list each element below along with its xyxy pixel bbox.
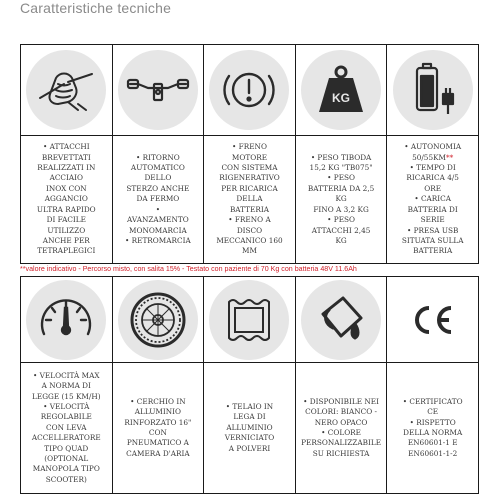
spec-table-top <box>20 44 479 264</box>
spec-line <box>204 153 295 163</box>
spec-line-text: INOX CON <box>46 183 87 193</box>
spec-table-bottom <box>20 276 479 494</box>
spec-line-text: 50/55KM <box>412 152 447 162</box>
spec-line-text: • FRENO A <box>228 215 271 225</box>
spec-line <box>113 184 204 194</box>
spec-text-autonomy <box>387 136 479 264</box>
spec-line <box>387 397 478 407</box>
spec-line-text: • PESO <box>327 173 355 183</box>
spec-line-text: AVANZAMENTO <box>127 215 189 225</box>
spec-line <box>204 184 295 194</box>
spec-line <box>21 153 112 163</box>
spec-line-text: MM <box>242 246 257 256</box>
spec-line <box>21 454 112 464</box>
spec-line-text: DI FACILE <box>46 215 86 225</box>
icon-cell <box>295 45 387 136</box>
spec-line-text: • PESO <box>327 215 355 225</box>
spec-line <box>296 407 387 417</box>
spec-line <box>387 215 478 225</box>
spec-line <box>204 173 295 183</box>
spec-line <box>387 194 478 204</box>
spec-line <box>387 418 478 428</box>
spec-line <box>296 205 387 215</box>
spec-line <box>296 236 387 246</box>
spec-line-text: BATTERIA <box>413 246 453 256</box>
spec-line <box>296 226 387 236</box>
spec-line <box>113 215 204 225</box>
spec-line <box>21 163 112 173</box>
spec-line-text: PERSONALIZZABILE <box>301 438 382 448</box>
spec-line <box>21 423 112 433</box>
ce-mark-icon <box>393 280 473 360</box>
spec-line <box>21 392 112 402</box>
spec-line-text: CON SISTEMA <box>221 163 278 173</box>
spec-line-text: • FRENO <box>232 142 267 152</box>
spec-line-text: CON <box>148 428 167 437</box>
hand-on-handlebar-icon <box>26 50 106 130</box>
spec-line-text: MANOPOLA TIPO <box>32 464 100 474</box>
spec-line <box>296 215 387 225</box>
svg-text:KG: KG <box>332 91 351 105</box>
spec-line-text: • VELOCITÀ MAX <box>33 370 100 380</box>
spec-line <box>387 407 478 417</box>
spec-line-text: MECCANICO 160 <box>216 235 283 245</box>
spec-line <box>387 163 478 173</box>
speedometer-icon <box>26 280 106 360</box>
spec-line-text: • VELOCITÀ <box>43 401 90 411</box>
spec-line <box>204 412 295 422</box>
spec-line-text: 15,2 KG "TB075" <box>309 163 373 173</box>
spec-line-text: BATTERIA <box>229 204 270 214</box>
spec-line-text: TIPO QUAD <box>44 443 89 453</box>
spec-line <box>387 142 478 152</box>
spec-line <box>387 173 478 183</box>
handlebar-icon <box>118 50 198 130</box>
spec-line-text: ACCIAIO <box>49 173 84 183</box>
spec-line-text: KG <box>335 235 347 245</box>
spec-line <box>21 205 112 215</box>
spec-line-text: • RITORNO <box>136 152 180 162</box>
spec-text-weight <box>295 136 387 264</box>
spec-line-text: RICARICA 4/5 <box>406 173 459 183</box>
battery-charger-icon <box>393 50 473 130</box>
spec-line-text: ALLUMINIO <box>134 407 182 417</box>
spec-line-text: • CERTIFICATO <box>402 396 463 406</box>
spec-line-text: • PESO TIBODA <box>310 152 372 162</box>
spec-line <box>113 226 204 236</box>
spec-line-text: LEGA DI <box>233 412 266 422</box>
spec-line <box>204 226 295 236</box>
spec-line-text: DA FERMO <box>136 194 180 204</box>
spec-line <box>21 194 112 204</box>
painted-frame-icon <box>209 280 289 360</box>
spec-line <box>296 163 387 173</box>
spec-line <box>113 205 204 215</box>
spec-line-text: • CARICA <box>414 194 452 204</box>
spec-line <box>204 194 295 204</box>
spec-line <box>21 236 112 246</box>
spec-line-text: COLORI: BIANCO - <box>305 407 377 417</box>
spec-line <box>387 246 478 256</box>
spec-text-wheel <box>112 363 204 494</box>
spec-line <box>21 215 112 225</box>
spec-line-text: • ATTACCHI <box>42 142 90 152</box>
spec-line <box>21 433 112 443</box>
spec-line-text: BATTERIA DA 2,5 <box>307 183 375 193</box>
spec-line-text: ANCHE PER <box>42 235 90 245</box>
icon-cell <box>21 277 113 363</box>
spec-line <box>204 142 295 152</box>
icon-cell <box>112 45 204 136</box>
spec-line-text: • AUTONOMIA <box>404 142 462 152</box>
spec-line-text: REGOLABILE <box>40 412 92 422</box>
spec-line-text: NERO OPACO <box>314 417 368 427</box>
spec-line <box>21 226 112 236</box>
spec-line <box>204 205 295 215</box>
spec-line-text: • <box>155 204 161 214</box>
spec-line <box>21 381 112 391</box>
wheel-rim-icon <box>118 280 198 360</box>
spec-line <box>21 142 112 152</box>
spec-line <box>21 464 112 474</box>
footnote-marker: ** <box>446 152 454 162</box>
spec-line-text: MONOMARCIA <box>128 225 187 235</box>
spec-line <box>113 397 204 407</box>
spec-line-text: A NORMA DI <box>41 381 91 391</box>
spec-line <box>113 418 204 428</box>
spec-line <box>296 153 387 163</box>
icon-cell <box>21 45 113 136</box>
spec-line-text: RINFORZATO 16" <box>124 417 192 427</box>
spec-line <box>387 205 478 215</box>
spec-line-text: EN60601-1 E <box>407 438 458 448</box>
spec-line-text: ACCELLERATORE <box>31 433 101 443</box>
spec-line-text: TETRAPLEGICI <box>37 246 96 256</box>
spec-line-text: A POLVERI <box>228 443 271 453</box>
spec-line <box>113 428 204 438</box>
spec-line <box>387 438 478 448</box>
spec-line-text: • CERCHIO IN <box>130 396 186 406</box>
spec-line-text: RIGENERATIVO <box>219 173 280 183</box>
text-row <box>21 136 479 264</box>
spec-line-text: DELLO <box>144 173 172 183</box>
spec-line <box>296 449 387 459</box>
footnote: **valore indicativo - Percorso misto, con salita 15% - Testato con paziente di 70 Kg con batteria 48V 11.6Ah <box>20 265 357 273</box>
brake-warning-icon <box>209 50 289 130</box>
spec-line-text: • PRESA USB <box>406 225 459 235</box>
spec-text-certification <box>387 363 479 494</box>
text-row <box>21 363 479 494</box>
spec-line <box>204 402 295 412</box>
spec-line-text: ATTACCHI 2,45 <box>311 225 371 235</box>
spec-line-text: DELLA NORMA <box>403 428 463 437</box>
spec-line <box>204 163 295 173</box>
spec-line-text: • TEMPO DI <box>409 163 456 173</box>
spec-text-attachments <box>21 136 113 264</box>
spec-text-frame <box>204 363 296 494</box>
spec-line-text: AUTOMATICO <box>130 163 185 173</box>
icon-cell <box>112 277 204 363</box>
spec-line <box>113 407 204 417</box>
icon-cell <box>295 277 387 363</box>
icon-cell <box>387 277 479 363</box>
spec-line-text: UTILIZZO <box>47 225 86 235</box>
spec-line-text: SITUATA SULLA <box>401 235 464 245</box>
spec-line <box>296 397 387 407</box>
spec-line-text: ORE <box>424 183 442 193</box>
spec-line <box>387 184 478 194</box>
spec-line-text: MOTORE <box>231 152 268 162</box>
spec-line <box>387 226 478 236</box>
spec-line-text: PER RICARICA <box>221 183 278 193</box>
spec-line-text: REALIZZATI IN <box>37 163 96 173</box>
spec-line <box>21 184 112 194</box>
icon-row <box>21 277 479 363</box>
spec-line-text: BATTERIA DI <box>407 204 458 214</box>
spec-line-text: CON LEVA <box>46 422 87 432</box>
spec-text-brakes <box>204 136 296 264</box>
spec-line-text: • TELAIO IN <box>225 401 274 411</box>
spec-line-text: SCOOTER) <box>45 474 87 484</box>
spec-line-text: CE <box>427 407 439 417</box>
spec-line-text: DELLA <box>236 194 263 204</box>
spec-line <box>113 153 204 163</box>
spec-line <box>204 215 295 225</box>
page-title: Caratteristiche tecniche <box>20 0 172 16</box>
spec-line <box>21 444 112 454</box>
icon-cell <box>204 277 296 363</box>
spec-line <box>296 194 387 204</box>
spec-line <box>204 236 295 246</box>
spec-line <box>21 475 112 485</box>
spec-line <box>113 438 204 448</box>
spec-line <box>113 449 204 459</box>
spec-line <box>21 412 112 422</box>
spec-line-text: EN60601-1-2 <box>408 448 458 458</box>
icon-cell <box>387 45 479 136</box>
spec-text-colors <box>295 363 387 494</box>
spec-line-text: • COLORE <box>321 428 361 437</box>
spec-line-text: PNEUMATICO A <box>126 438 189 448</box>
spec-line <box>296 418 387 428</box>
spec-line <box>113 163 204 173</box>
spec-line-text: ALLUMINIO <box>226 422 273 432</box>
spec-line <box>296 184 387 194</box>
spec-line <box>204 423 295 433</box>
spec-line <box>296 438 387 448</box>
spec-line-text: (OPTIONAL <box>44 454 89 464</box>
spec-line-text: • RISPETTO <box>409 417 456 427</box>
spec-line <box>21 402 112 412</box>
spec-line <box>113 194 204 204</box>
spec-line-text: CAMERA D'ARIA <box>126 448 190 458</box>
spec-line-text: SU RICHIESTA <box>312 448 370 458</box>
weight-kg-icon <box>301 50 381 130</box>
spec-line <box>387 428 478 438</box>
spec-line-text: • DISPONIBILE NEI <box>303 396 379 406</box>
spec-line <box>204 433 295 443</box>
spec-line <box>21 371 112 381</box>
spec-line <box>21 173 112 183</box>
spec-line <box>204 246 295 256</box>
spec-line <box>387 449 478 459</box>
spec-line <box>296 428 387 438</box>
spec-line <box>296 173 387 183</box>
paint-bucket-icon <box>301 280 381 360</box>
spec-line-text: VERNICIATO <box>224 433 275 443</box>
spec-line-text: SERIE <box>420 215 445 225</box>
spec-line-text: ULTRA RAPIDO <box>36 204 96 214</box>
spec-line-text: LEGGE (15 KM/H) <box>32 391 101 401</box>
spec-text-speed <box>21 363 113 494</box>
spec-line <box>113 173 204 183</box>
spec-line <box>21 246 112 256</box>
spec-line-text: KG <box>335 194 347 204</box>
spec-line <box>204 444 295 454</box>
spec-line-text: STERZO ANCHE <box>126 183 190 193</box>
spec-line <box>387 236 478 246</box>
spec-line-text: AGGANCIO <box>44 194 88 204</box>
spec-line-text: BREVETTATI <box>41 152 91 162</box>
spec-line-text: DISCO <box>236 225 263 235</box>
spec-line-text: FINO A 3,2 KG <box>313 204 369 214</box>
icon-row <box>21 45 479 136</box>
spec-line <box>387 153 478 163</box>
spec-text-steering <box>112 136 204 264</box>
spec-line <box>113 236 204 246</box>
spec-line-text: • RETROMARCIA <box>125 235 191 245</box>
icon-cell <box>204 45 296 136</box>
